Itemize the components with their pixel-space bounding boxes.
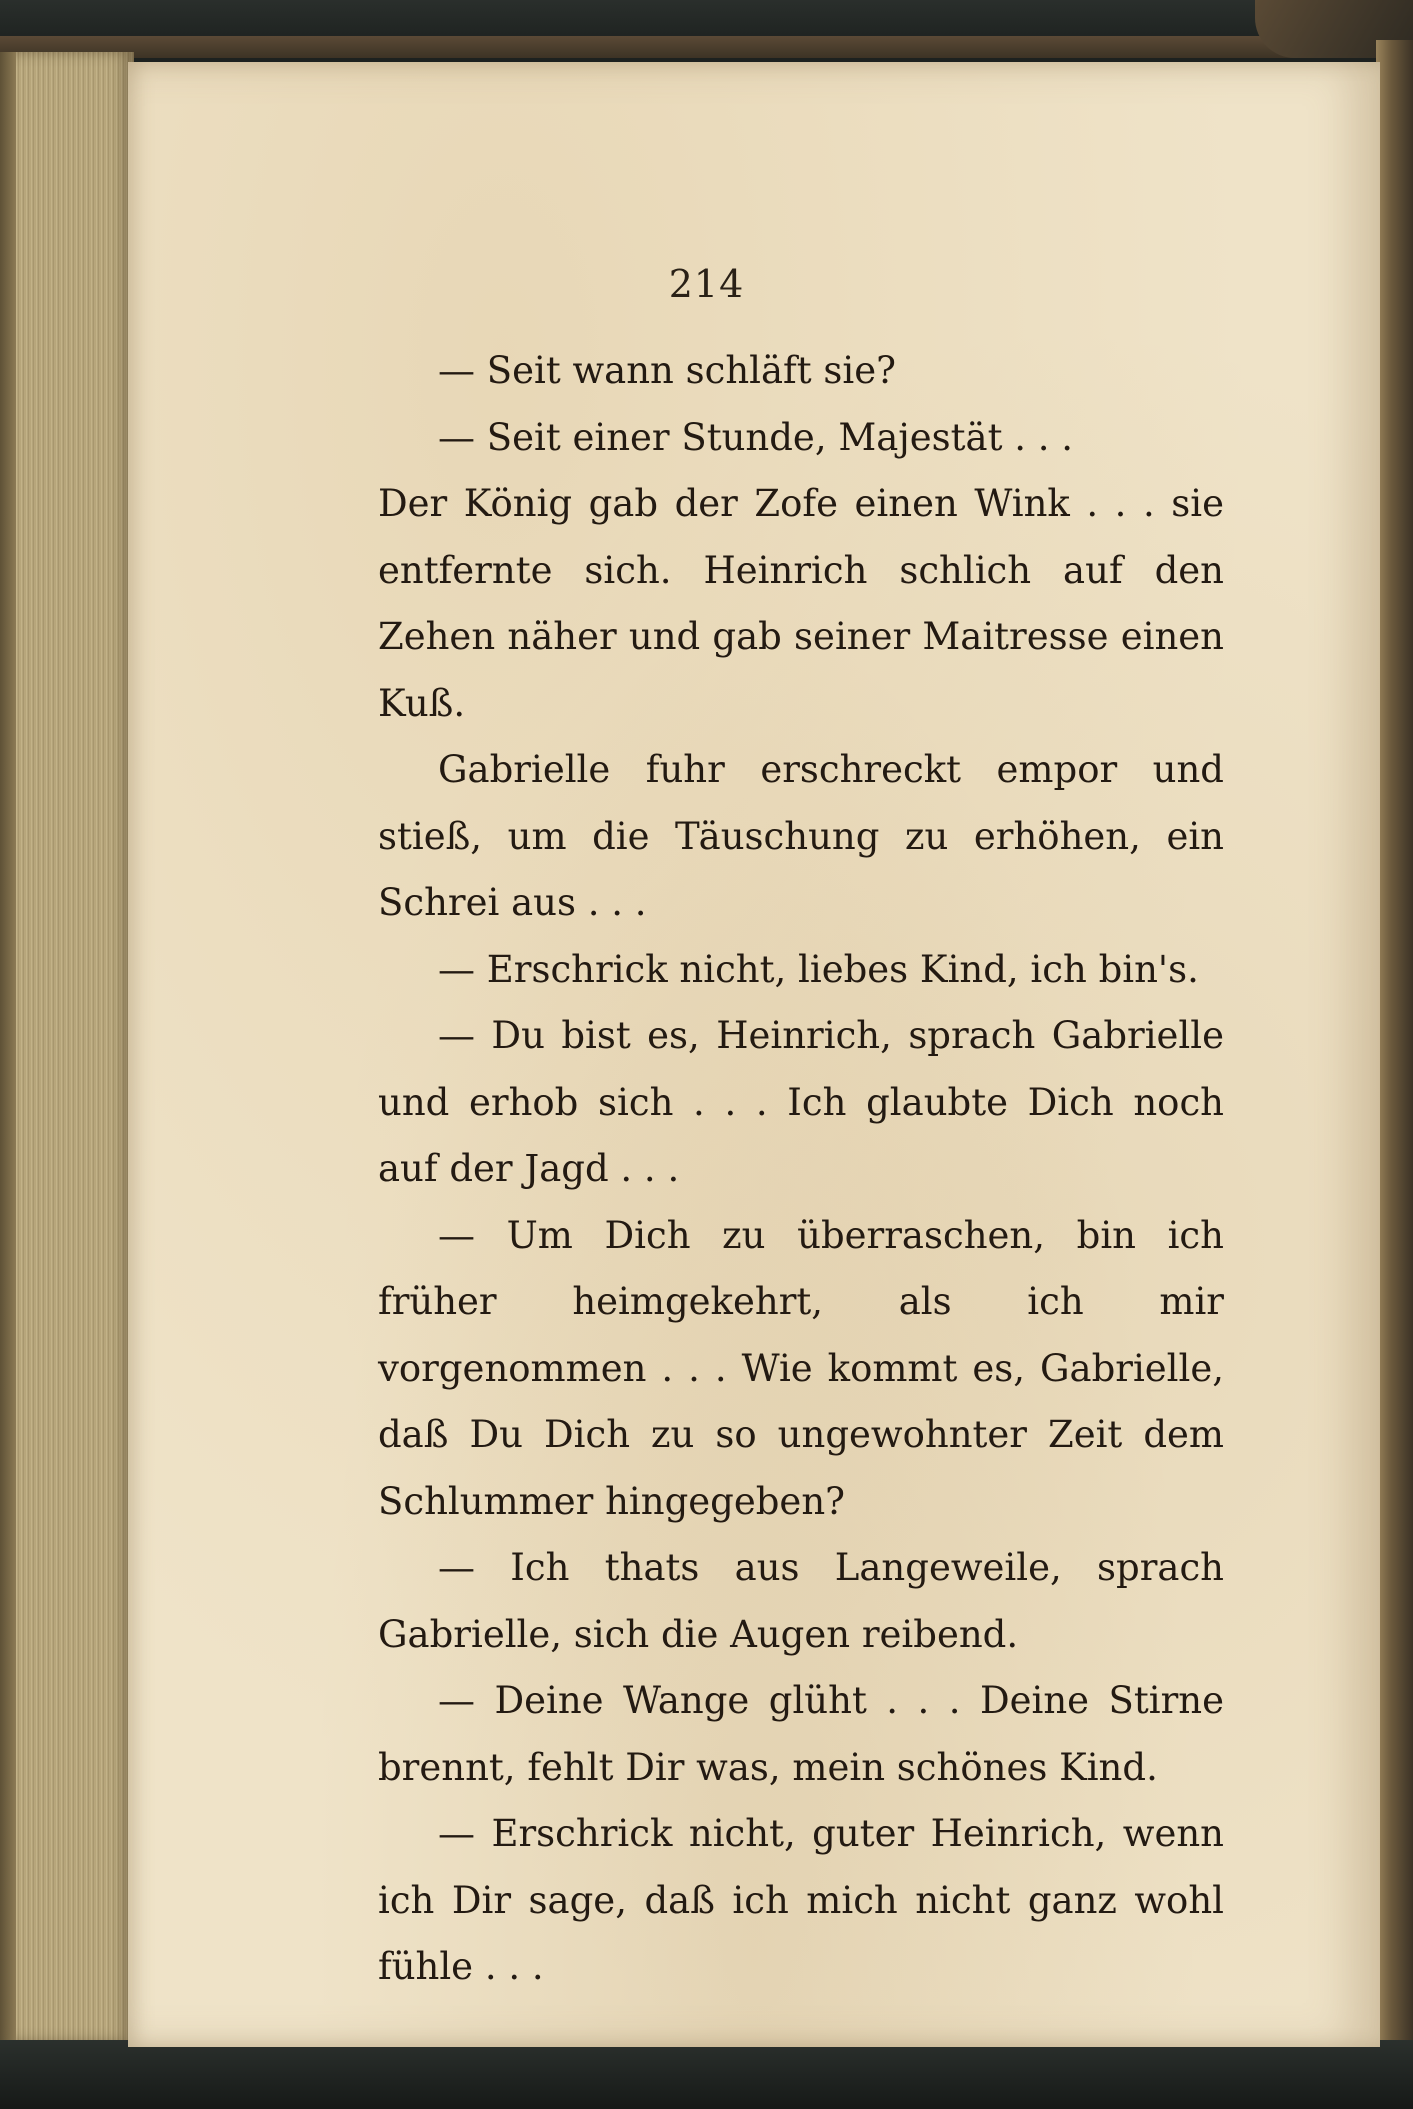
body-text [378,338,1224,2001]
gutter-right [1376,40,1413,2050]
paragraph: Der König gab der Zofe einen Wink . . . sie entfernte sich. Heinrich schlich auf den Zehen näher und gab seiner Maitresse einen Kuß. [378,482,1224,725]
paragraph: Gabrielle fuhr erschreckt empor und stieß, um die Täuschung zu erhöhen, ein Schrei aus . . . [378,748,1224,924]
page-edges-outer [0,52,16,2042]
page-edges-left [0,52,134,2042]
paragraph: — Ich thats aus Langeweile, sprach Gabrielle, sich die Augen reibend. [378,1546,1224,1656]
paragraph: — Du bist es, Heinrich, sprach Gabrielle und erhob sich . . . Ich glaubte Dich noch auf der Jagd . . . [378,1014,1224,1190]
paragraph: — Deine Wange glüht . . . Deine Stirne brennt, fehlt Dir was, mein schönes Kind. [378,1679,1224,1789]
book-cover-bottom [0,2040,1413,2109]
page-number: 214 [668,262,745,306]
book-spine-top [0,36,1413,58]
paragraph: — Seit einer Stunde, Majestät . . . [438,415,1074,459]
paragraph: — Um Dich zu überraschen, bin ich früher heimgekehrt, als ich mir vorgenommen . . . Wie kommt es, Gabrielle, daß Du Dich zu so ungewohnter Zeit dem Schlummer hingegeben? [378,1213,1224,1523]
paragraph: — Erschrick nicht, guter Heinrich, wenn ich Dir sage, daß ich mich nicht ganz wohl fühle . . . [378,1812,1224,1988]
paragraph: — Erschrick nicht, liebes Kind, ich bin's. [438,947,1199,991]
paragraph: — Seit wann schläft sie? [438,349,896,392]
